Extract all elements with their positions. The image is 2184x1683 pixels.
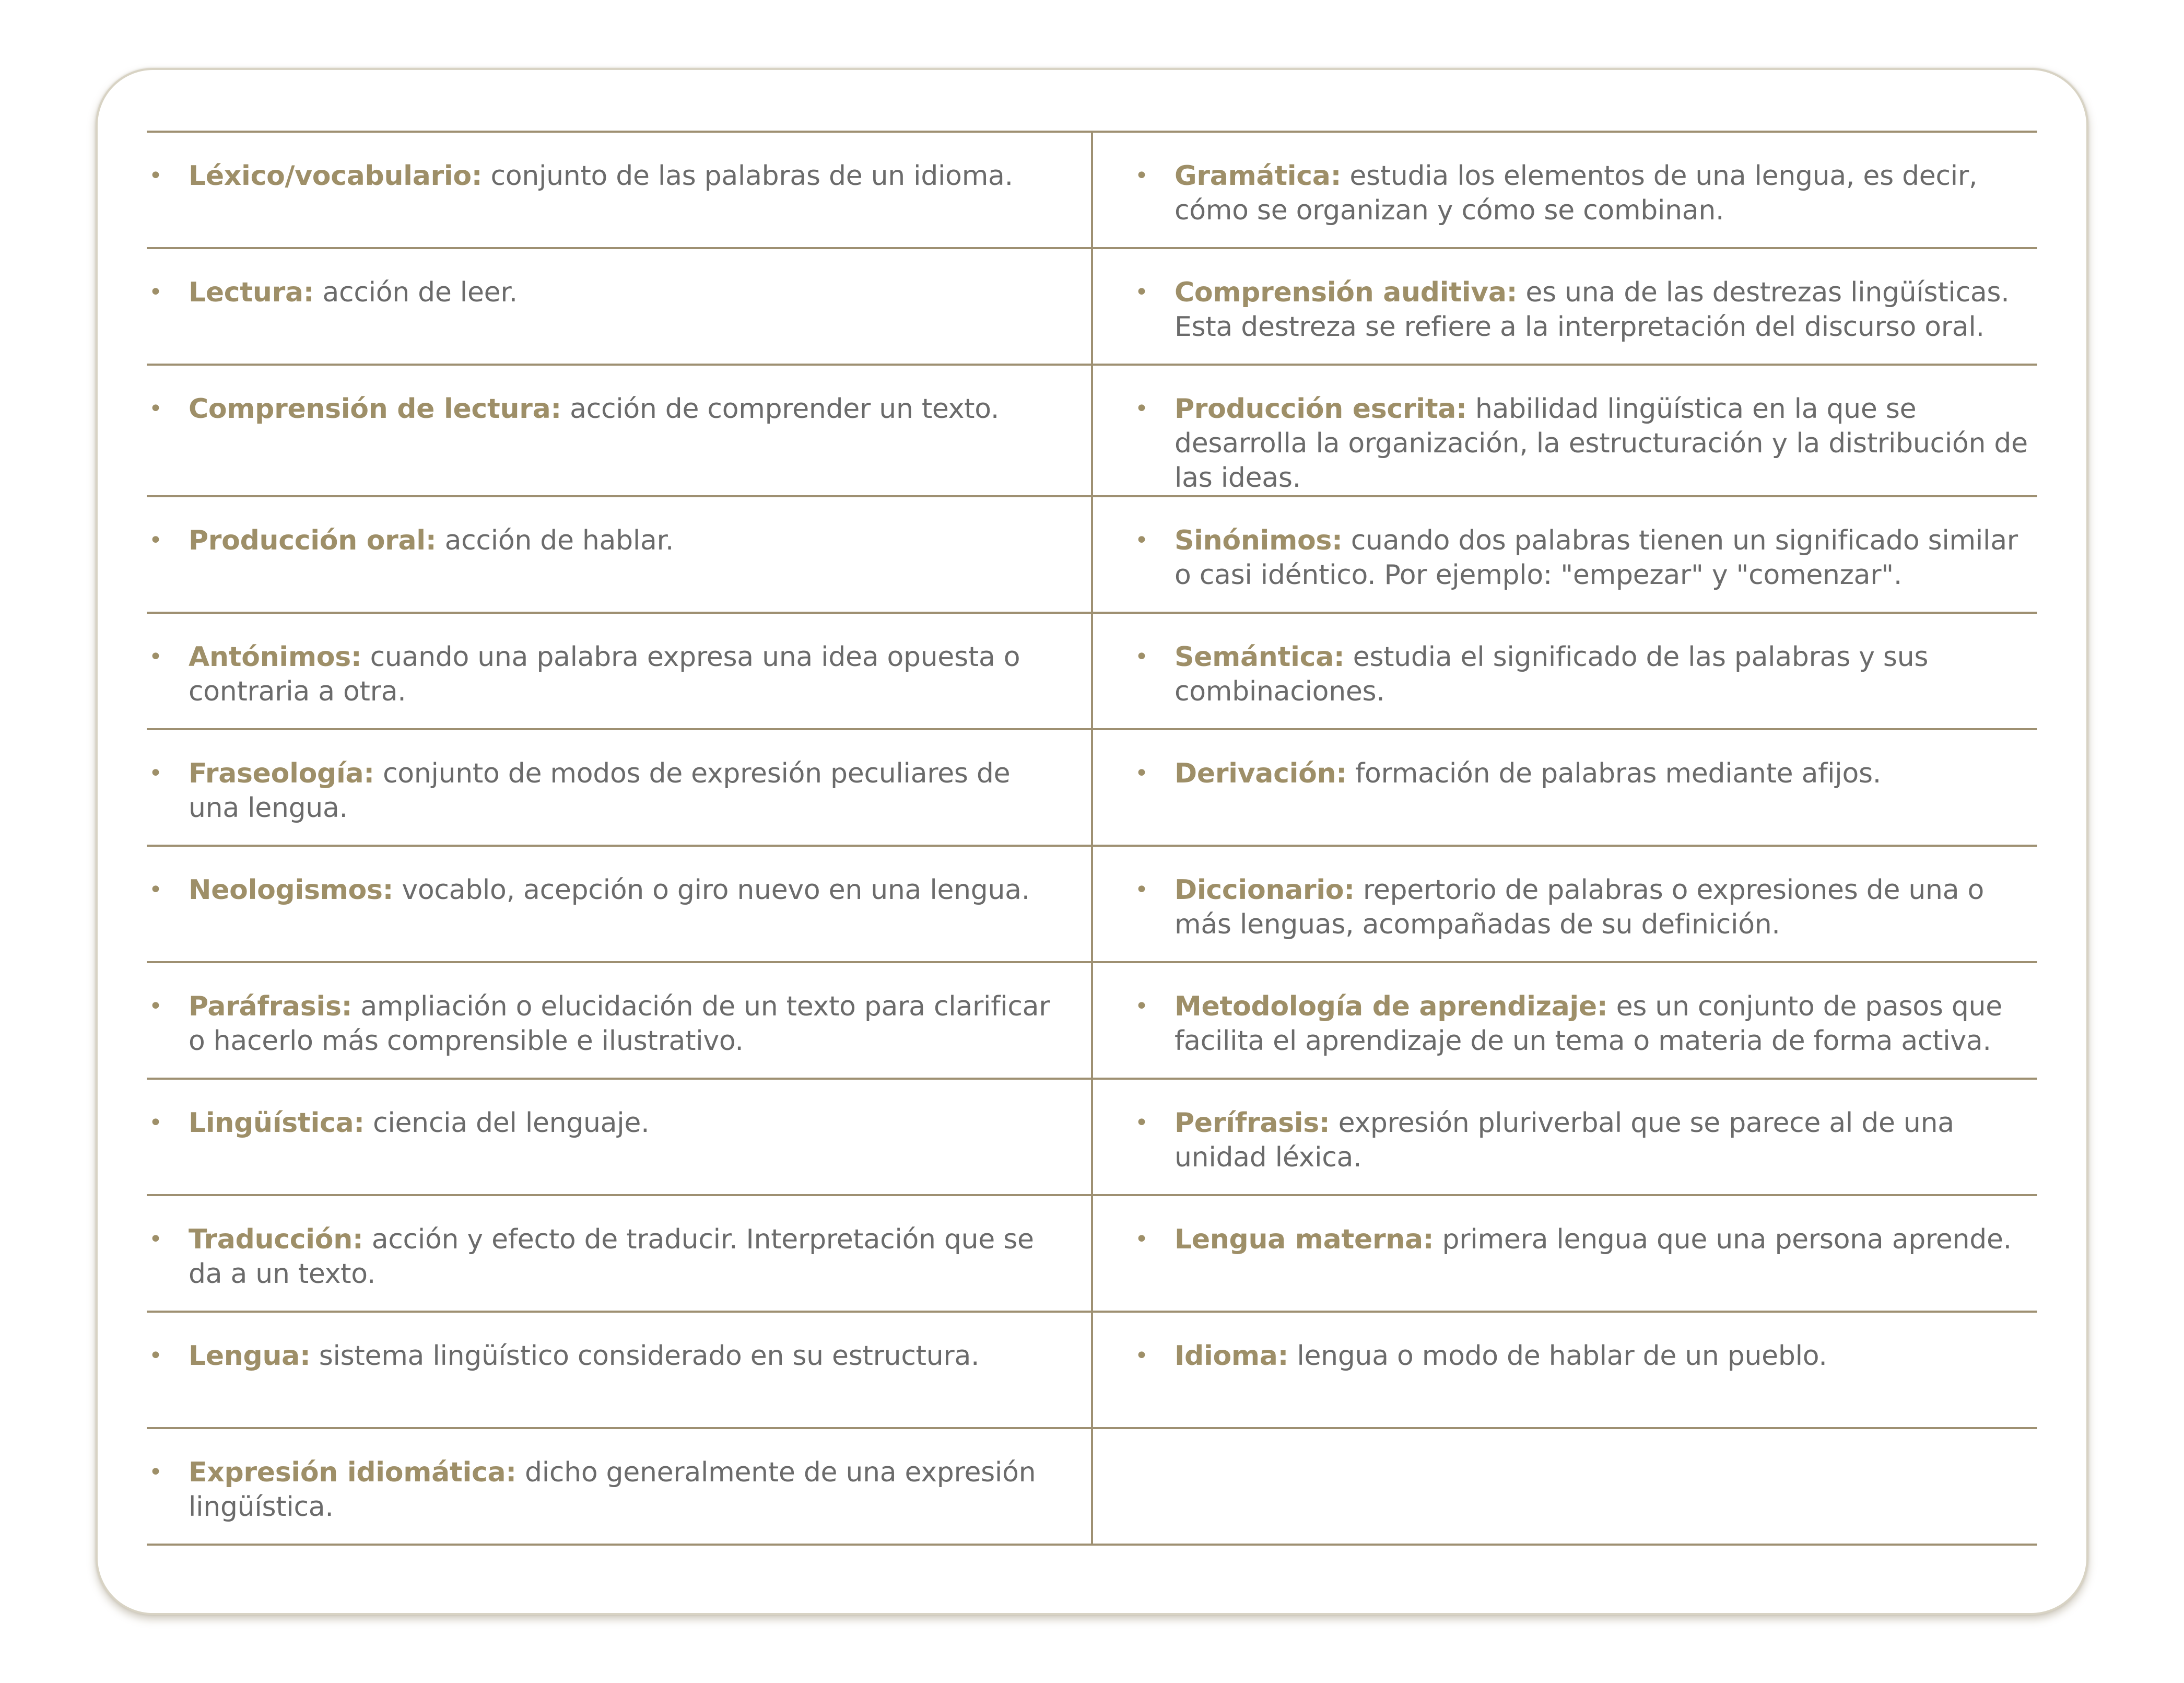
- glossary-term: Paráfrasis:: [189, 991, 353, 1022]
- glossary-entry: [1133, 392, 2037, 495]
- glossary-definition: estudia el significado de las palabras y sus combinaciones.: [1175, 641, 1929, 707]
- bullet-icon: •: [1135, 993, 1148, 1020]
- glossary-term: Comprensión de lectura:: [189, 393, 561, 425]
- glossary-entry-text: [189, 523, 1060, 558]
- glossary-entry-text: [1175, 1339, 2037, 1373]
- glossary-row: [147, 962, 2037, 1079]
- glossary-table: [147, 131, 2037, 1546]
- glossary-definition: vocablo, acepción o giro nuevo en una lengua.: [402, 874, 1030, 906]
- bullet-icon: •: [1135, 1109, 1148, 1136]
- glossary-definition: conjunto de modos de expresión peculiares de una lengua.: [189, 758, 1011, 824]
- glossary-definition: acción y efecto de traducir. Interpretación que se da a un texto.: [189, 1224, 1034, 1290]
- glossary-term: Antónimos:: [189, 641, 362, 673]
- glossary-entry-text: [1175, 989, 2037, 1058]
- glossary-row: [147, 1428, 2037, 1545]
- glossary-term: Lingüística:: [189, 1107, 365, 1139]
- glossary-cell-right: [1092, 1312, 2037, 1428]
- glossary-entry-text: [1175, 1222, 2037, 1257]
- bullet-icon: •: [1135, 876, 1148, 903]
- glossary-entry: [147, 756, 1060, 825]
- glossary-entry: [1133, 640, 2037, 709]
- glossary-cell-right: [1092, 365, 2037, 496]
- bullet-icon: •: [149, 1342, 162, 1369]
- glossary-cell-left: [147, 962, 1092, 1079]
- glossary-term: Perífrasis:: [1175, 1107, 1330, 1139]
- bullet-icon: •: [1135, 760, 1148, 787]
- glossary-row: [147, 132, 2037, 248]
- glossary-row: [147, 496, 2037, 613]
- glossary-entry: [147, 275, 1060, 310]
- glossary-entry-text: [189, 640, 1060, 709]
- glossary-term: Derivación:: [1175, 758, 1347, 789]
- glossary-entry: [1133, 989, 2037, 1058]
- glossary-entry: [1133, 1339, 2037, 1373]
- glossary-entry: [147, 640, 1060, 709]
- glossary-entry-text: [1175, 392, 2037, 495]
- glossary-term: Idioma:: [1175, 1340, 1289, 1372]
- glossary-term: Metodología de aprendizaje:: [1175, 991, 1608, 1022]
- glossary-cell-left: [147, 846, 1092, 962]
- glossary-entry: [147, 1222, 1060, 1291]
- glossary-cell-right: [1092, 1079, 2037, 1195]
- glossary-definition: lengua o modo de hablar de un pueblo.: [1297, 1340, 1827, 1372]
- glossary-entry: [147, 159, 1060, 193]
- glossary-entry: [1133, 523, 2037, 592]
- bullet-icon: •: [1135, 162, 1148, 189]
- glossary-cell-left: [147, 613, 1092, 729]
- glossary-entry: [147, 989, 1060, 1058]
- glossary-term: Gramática:: [1175, 160, 1342, 192]
- glossary-entry: [1133, 1222, 2037, 1257]
- glossary-entry: [1133, 159, 2037, 228]
- glossary-term: Semántica:: [1175, 641, 1345, 673]
- glossary-entry-text: [1175, 1106, 2037, 1175]
- glossary-cell-right: [1092, 1195, 2037, 1312]
- glossary-term: Comprensión auditiva:: [1175, 277, 1518, 308]
- glossary-definition: habilidad lingüística en la que se desarrolla la organización, la estructuración y la distribución de las ideas.: [1175, 393, 2028, 494]
- bullet-icon: •: [149, 395, 162, 422]
- glossary-cell-right: [1092, 132, 2037, 248]
- glossary-definition: cuando una palabra expresa una idea opuesta o contraria a otra.: [189, 641, 1020, 707]
- glossary-definition: cuando dos palabras tienen un significado similar o casi idéntico. Por ejemplo: "empezar" y "comenzar".: [1175, 525, 2018, 591]
- glossary-entry-text: [189, 159, 1060, 193]
- glossary-entry: [147, 523, 1060, 558]
- glossary-definition: sistema lingüístico considerado en su estructura.: [319, 1340, 980, 1372]
- glossary-cell-left: [147, 132, 1092, 248]
- glossary-row: [147, 846, 2037, 962]
- bullet-icon: •: [149, 993, 162, 1020]
- glossary-entry-text: [189, 989, 1060, 1058]
- glossary-entry: [147, 1106, 1060, 1140]
- glossary-cell-empty: [1092, 1428, 2037, 1545]
- glossary-cell-right: [1092, 248, 2037, 365]
- glossary-definition: acción de hablar.: [444, 525, 674, 556]
- glossary-entry-text: [1175, 275, 2037, 344]
- glossary-entry: [1133, 756, 2037, 791]
- glossary-term: Producción escrita:: [1175, 393, 1467, 425]
- glossary-cell-right: [1092, 496, 2037, 613]
- glossary-cell-right: [1092, 613, 2037, 729]
- glossary-row: [147, 1195, 2037, 1312]
- glossary-entry-text: [189, 756, 1060, 825]
- glossary-entry-text: [189, 1339, 1060, 1373]
- glossary-term: Sinónimos:: [1175, 525, 1343, 556]
- glossary-definition: expresión pluriverbal que se parece al de una unidad léxica.: [1175, 1107, 1954, 1173]
- bullet-icon: •: [149, 1226, 162, 1253]
- glossary-term: Expresión idiomática:: [189, 1457, 516, 1488]
- bullet-icon: •: [1135, 1226, 1148, 1253]
- glossary-definition: dicho generalmente de una expresión lingüística.: [189, 1457, 1036, 1523]
- glossary-row: [147, 1312, 2037, 1428]
- glossary-row: [147, 1079, 2037, 1195]
- glossary-term: Léxico/vocabulario:: [189, 160, 483, 192]
- glossary-row: [147, 248, 2037, 365]
- glossary-term: Neologismos:: [189, 874, 394, 906]
- glossary-row: [147, 365, 2037, 496]
- glossary-definition: ciencia del lenguaje.: [373, 1107, 650, 1139]
- glossary-definition: es una de las destrezas lingüísticas. Esta destreza se refiere a la interpretación del discurso oral.: [1175, 277, 2010, 343]
- glossary-entry-text: [189, 1222, 1060, 1291]
- glossary-cell-left: [147, 1312, 1092, 1428]
- glossary-cell-left: [147, 729, 1092, 846]
- glossary-entry: [147, 392, 1060, 426]
- glossary-entry-text: [189, 1455, 1060, 1524]
- glossary-definition: acción de comprender un texto.: [570, 393, 1000, 425]
- glossary-definition: repertorio de palabras o expresiones de una o más lenguas, acompañadas de su definición.: [1175, 874, 1984, 940]
- bullet-icon: •: [1135, 527, 1148, 554]
- bullet-icon: •: [149, 1459, 162, 1486]
- glossary-term: Lengua:: [189, 1340, 311, 1372]
- glossary-cell-left: [147, 1079, 1092, 1195]
- bullet-icon: •: [149, 527, 162, 554]
- glossary-entry: [147, 873, 1060, 907]
- glossary-entry-text: [189, 873, 1060, 907]
- glossary-entry: [1133, 275, 2037, 344]
- glossary-cell-left: [147, 1428, 1092, 1545]
- glossary-term: Lengua materna:: [1175, 1224, 1434, 1255]
- bullet-icon: •: [149, 162, 162, 189]
- glossary-cell-left: [147, 248, 1092, 365]
- glossary-definition: es un conjunto de pasos que facilita el aprendizaje de un tema o materia de forma activa.: [1175, 991, 2002, 1057]
- glossary-entry-text: [1175, 756, 2037, 791]
- glossary-definition: primera lengua que una persona aprende.: [1442, 1224, 2012, 1255]
- bullet-icon: •: [1135, 395, 1148, 422]
- glossary-entry: [1133, 873, 2037, 942]
- glossary-term: Traducción:: [189, 1224, 363, 1255]
- glossary-term: Fraseología:: [189, 758, 374, 789]
- glossary-row: [147, 729, 2037, 846]
- glossary-definition: formación de palabras mediante afijos.: [1355, 758, 1881, 789]
- glossary-entry-text: [1175, 159, 2037, 228]
- glossary-term: Diccionario:: [1175, 874, 1355, 906]
- glossary-cell-left: [147, 1195, 1092, 1312]
- glossary-cell-right: [1092, 729, 2037, 846]
- bullet-icon: •: [149, 1109, 162, 1136]
- glossary-term: Lectura:: [189, 277, 314, 308]
- bullet-icon: •: [149, 876, 162, 903]
- glossary-definition: ampliación o elucidación de un texto para clarificar o hacerlo más comprensible e ilustrativo.: [189, 991, 1050, 1057]
- glossary-entry-text: [1175, 873, 2037, 942]
- glossary-row: [147, 613, 2037, 729]
- glossary-cell-left: [147, 365, 1092, 496]
- glossary-entry-text: [1175, 523, 2037, 592]
- glossary-definition: acción de leer.: [322, 277, 518, 308]
- glossary-entry-text: [189, 392, 1060, 426]
- glossary-term: Producción oral:: [189, 525, 437, 556]
- glossary-entry-text: [189, 1106, 1060, 1140]
- glossary-entry: [147, 1339, 1060, 1373]
- bullet-icon: •: [1135, 1342, 1148, 1369]
- glossary-cell-right: [1092, 962, 2037, 1079]
- glossary-entry: [147, 1455, 1060, 1524]
- glossary-cell-right: [1092, 846, 2037, 962]
- bullet-icon: •: [1135, 644, 1148, 670]
- glossary-entry-text: [189, 275, 1060, 310]
- bullet-icon: •: [149, 279, 162, 306]
- bullet-icon: •: [149, 644, 162, 670]
- glossary-entry: [1133, 1106, 2037, 1175]
- glossary-definition: conjunto de las palabras de un idioma.: [490, 160, 1013, 192]
- bullet-icon: •: [1135, 279, 1148, 306]
- glossary-cell-left: [147, 496, 1092, 613]
- bullet-icon: •: [149, 760, 162, 787]
- glossary-entry-text: [1175, 640, 2037, 709]
- glossary-definition: estudia los elementos de una lengua, es decir, cómo se organizan y cómo se combinan.: [1175, 160, 1978, 226]
